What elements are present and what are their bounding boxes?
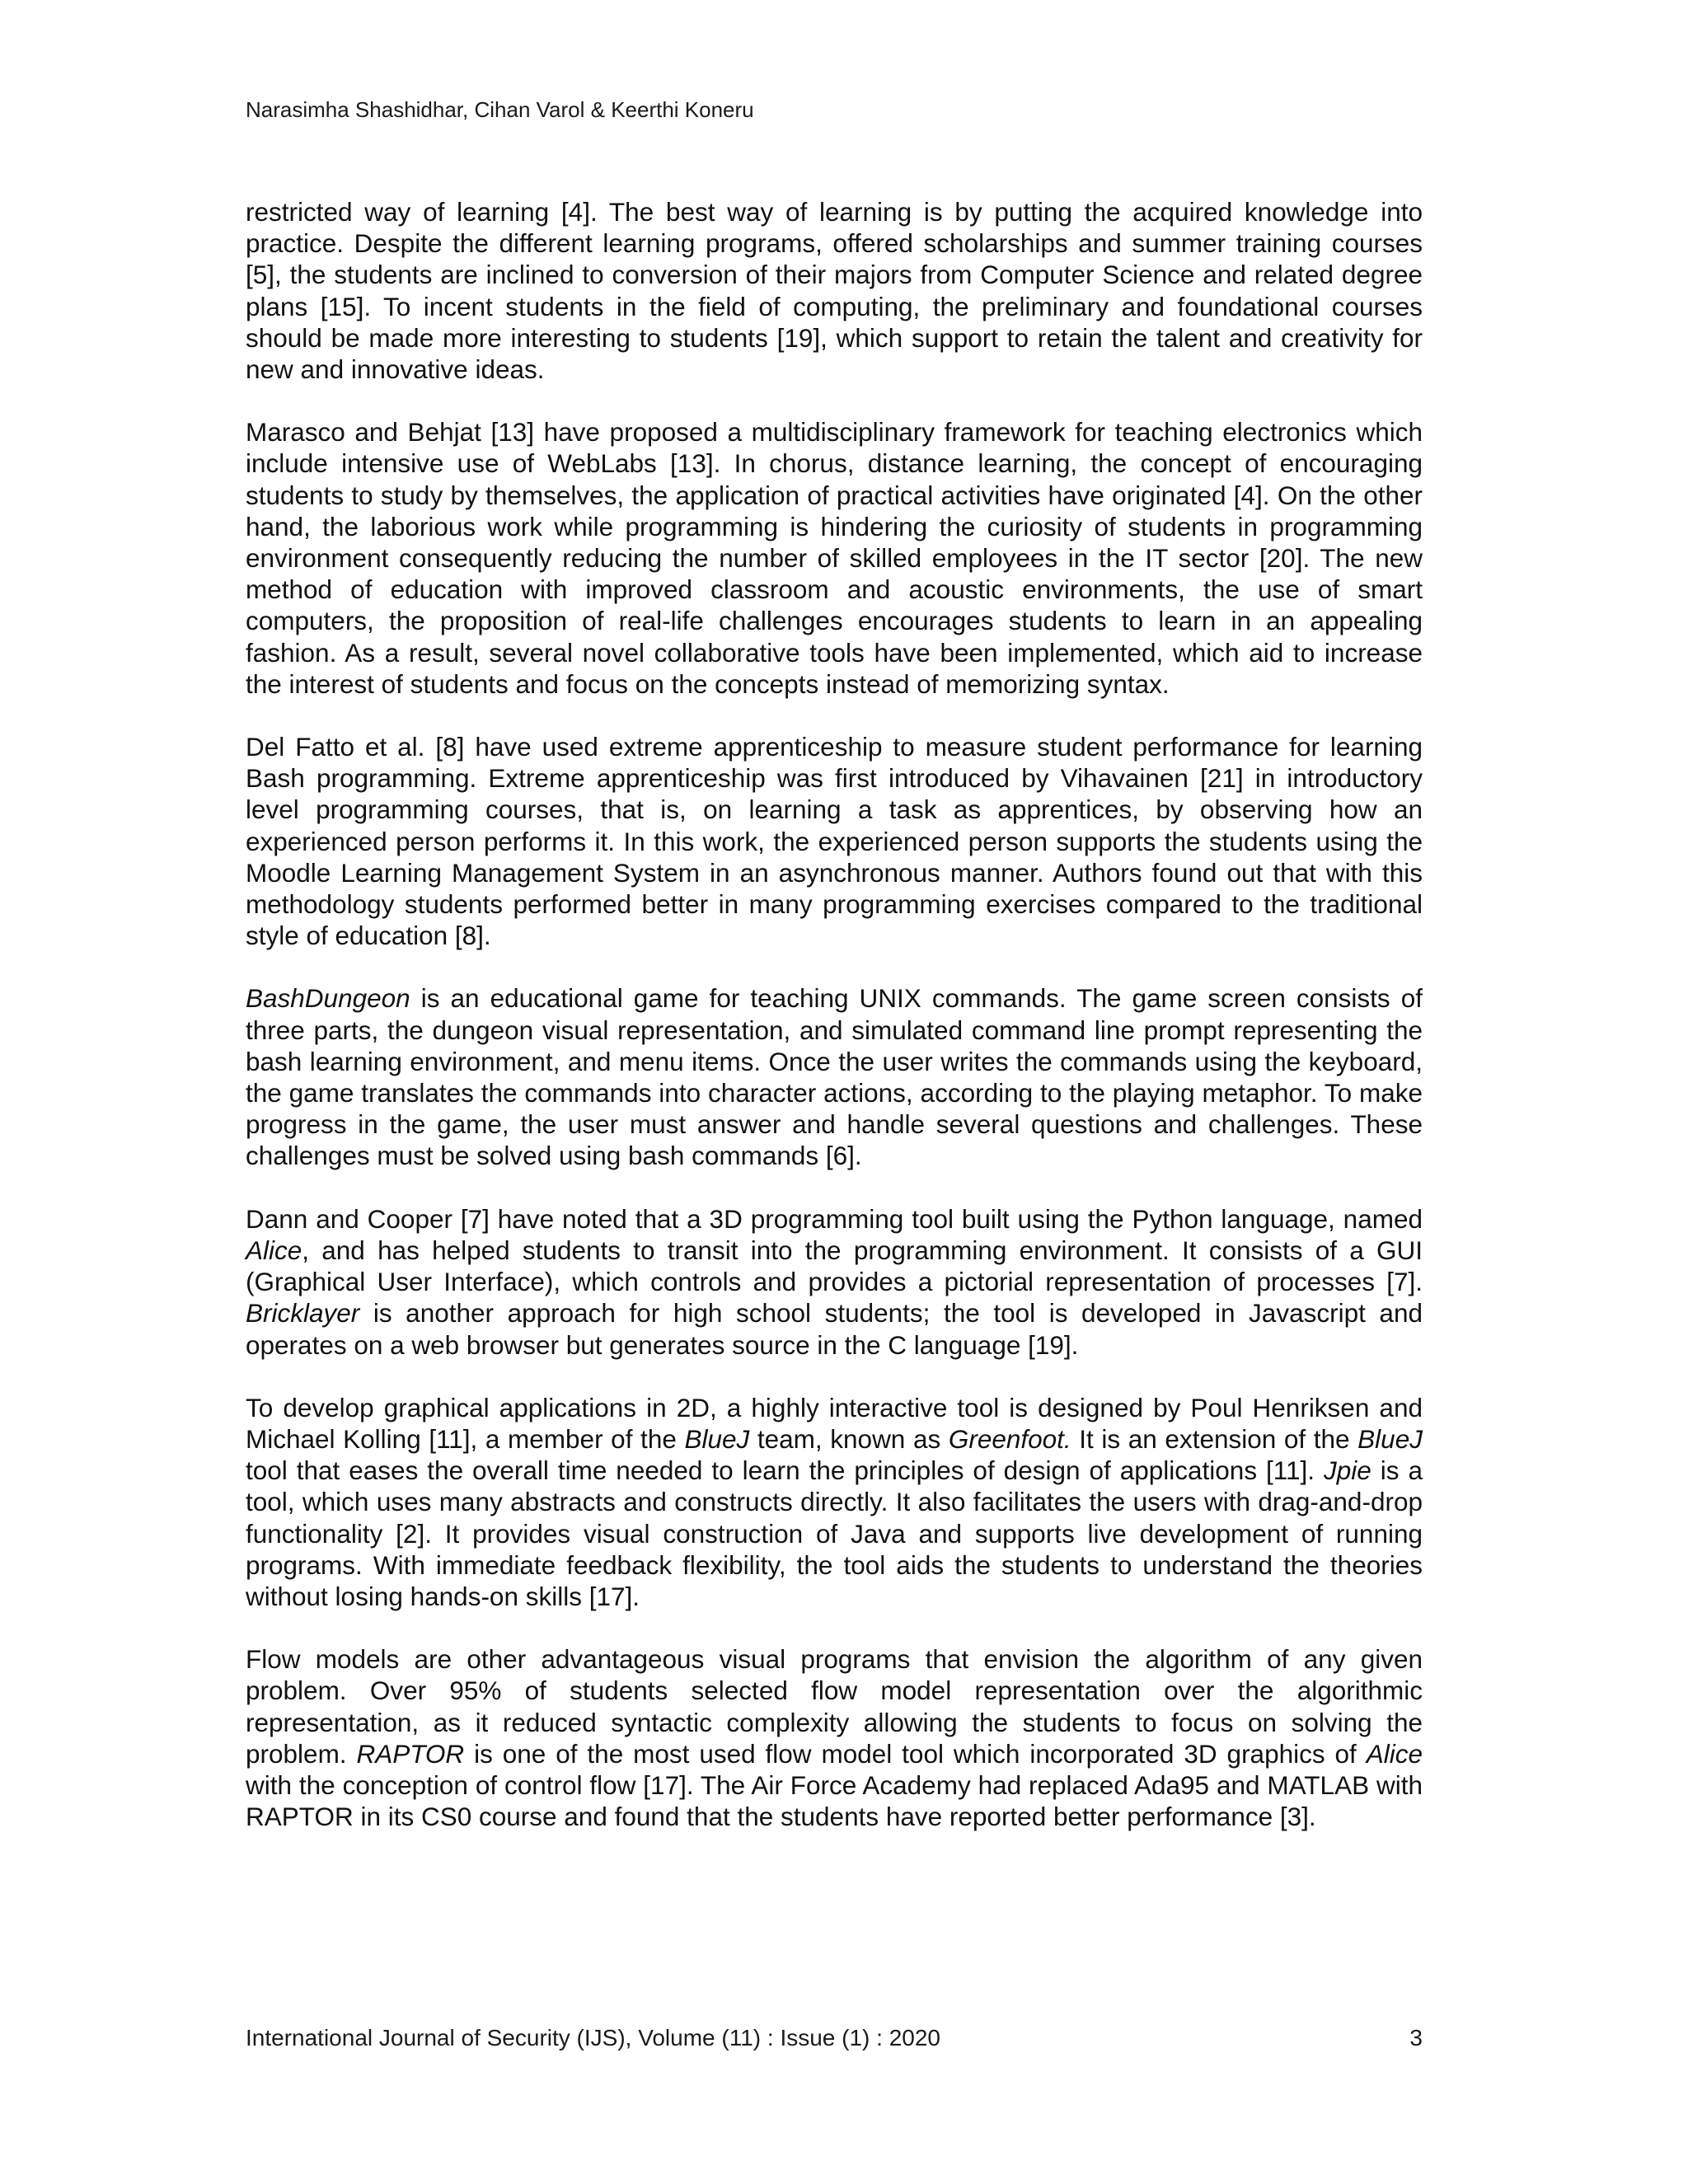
paragraph-text: tool that eases the overall time needed to learn the principles of design of applications [11]. [246,1455,1324,1486]
paragraph-text: Dann and Cooper [7] have noted that a 3D programming tool built using the Python language, named [246,1203,1423,1234]
footer-page-number: 3 [1409,2025,1423,2050]
article-body [246,196,1423,1863]
italic-term: Alice [1366,1738,1423,1769]
paragraph-text: Marasco and Behjat [13] have proposed a multidisciplinary framework for teaching electronics which include intensive use of WebLabs [13]. In chorus, distance learning, the concept of encouraging students to study by themselves, the application of practical activities have originated [4]. On the other hand, the laborious work while programming is hindering the curiosity of students in programming environment consequently reducing the number of skilled employees in the IT sector [20]. The new method of education with improved classroom and acoustic environments, the use of smart computers, the proposition of real-life challenges encourages students to learn in an appealing fashion. As a result, several novel collaborative tools have been implemented, which aid to increase the interest of students and focus on the concepts instead of memorizing syntax. [246,417,1423,699]
body-paragraph [246,1203,1423,1361]
body-paragraph [246,982,1423,1171]
italic-term: Jpie [1323,1455,1372,1486]
body-paragraph [246,731,1423,951]
italic-term: RAPTOR [356,1738,465,1769]
paragraph-text: is an educational game for teaching UNIX commands. The game screen consists of three parts, the dungeon visual representation, and simulated command line prompt representing the bash learning environment, and menu items. Once the user writes the commands using the keyboard, the game translates the commands into character actions, according to the playing metaphor. To make progress in the game, the user must answer and handle several questions and challenges. These challenges must be solved using bash commands [6]. [246,983,1423,1171]
paragraph-text: team, known as [749,1423,949,1454]
paragraph-text: is a tool, which uses many abstracts and constructs directly. It also facilitates the users with drag-and-drop functionality [2]. It provides visual construction of Java and supports live development of running programs. With immediate feedback flexibility, the tool aids the students to understand the theories without losing hands-on skills [17]. [246,1455,1423,1611]
body-paragraph [246,196,1423,385]
footer-journal-citation: International Journal of Security (IJS), Volume (11) : Issue (1) : 2020 [246,2025,940,2050]
body-paragraph [246,1643,1423,1832]
body-paragraph [246,1392,1423,1612]
paragraph-text: Flow models are other advantageous visual programs that envision the algorithm of any given problem. Over 95% of students selected flow model representation over the algorithmic representation, as it reduced syntactic complexity allowing the students to focus on solving the problem. [246,1644,1423,1769]
paragraph-text: is one of the most used flow model tool which incorporated 3D graphics of [464,1738,1367,1769]
italic-term: Greenfoot. [948,1423,1071,1454]
body-paragraph [246,416,1423,700]
italic-term: Alice [246,1235,302,1265]
paragraph-text: restricted way of learning [4]. The best way of learning is by putting the acquired knowledge into practice. Despite the different learning programs, offered scholarships and summer training courses [5], the students are inclined to conversion of their majors from Computer Science and related degree plans [15]. To incent students in the field of computing, the preliminary and foundational courses should be made more interesting to students [19], which support to retain the talent and creativity for new and innovative ideas. [246,197,1423,385]
paragraph-text: Del Fatto et al. [8] have used extreme apprenticeship to measure student performance for learning Bash programming. Extreme apprenticeship was first introduced by Vihavainen [21] in introductory level programming courses, that is, on learning a task as apprentices, by observing how an experienced person performs it. In this work, the experienced person supports the students using the Moodle Learning Management System in an asynchronous manner. Authors found out that with this methodology students performed better in many programming exercises compared to the traditional style of education [8]. [246,732,1423,951]
paragraph-text: is another approach for high school students; the tool is developed in Javascript and operates on a web browser but generates source in the C language [19]. [246,1298,1423,1360]
paragraph-text: It is an extension of the [1071,1423,1358,1454]
paragraph-text: , and has helped students to transit into the programming environment. It consists of a GUI (Graphical User Interface), which controls and provides a pictorial representation of processes [7]. [246,1235,1423,1297]
italic-term: Bricklayer [246,1298,360,1329]
italic-term: BlueJ [1357,1423,1423,1454]
paragraph-text: with the conception of control flow [17]. The Air Force Academy had replaced Ada95 and MATLAB with RAPTOR in its CS0 course and found that the students have reported better performance [3]. [246,1769,1423,1832]
paragraph-text: To develop graphical applications in 2D, a highly interactive tool is designed by Poul Henriksen and Michael Kolling [11], a member of the [246,1392,1423,1454]
italic-term: BashDungeon [246,983,410,1014]
italic-term: BlueJ [684,1423,750,1454]
running-head-authors: Narasimha Shashidhar, Cihan Varol & Keerthi Koneru [246,97,754,122]
